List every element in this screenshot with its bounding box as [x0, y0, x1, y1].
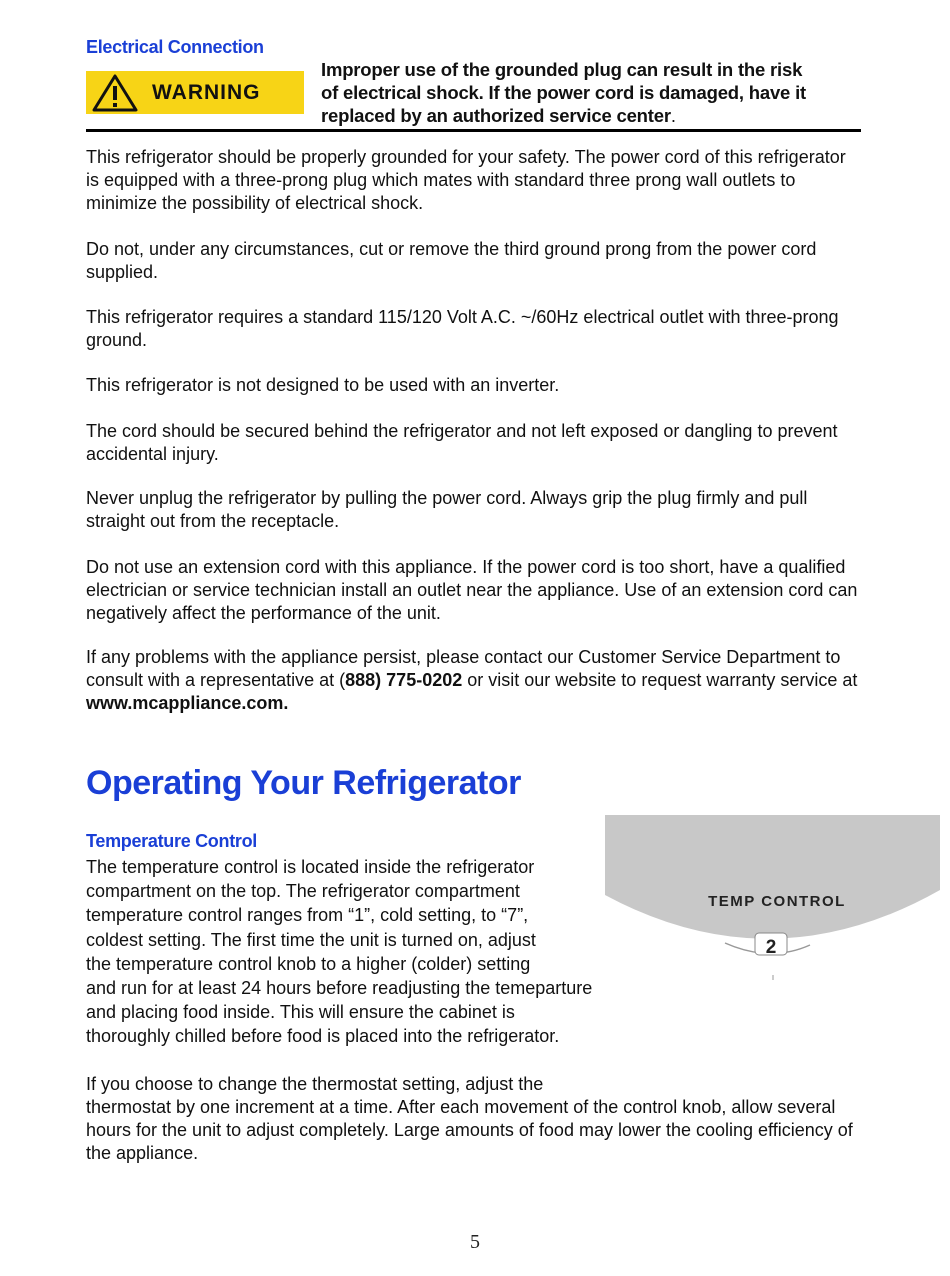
- paragraph-temperature-control: The temperature control is located inside the refrigerator compartment on the top. The refrigerator compartment temperature control ranges from “1”, cold setting, to “7”, coldest setting. The first time the unit is turned on, adjust the temperature control knob to a higher (colder) setting and run for at least 24 hours before readjusting the temeparture and placing food inside. This will ensure the cabinet is thoroughly chilled before food is placed into the refrigerator.: [86, 857, 593, 1047]
- paragraph-outlet-requirement: This refrigerator requires a standard 115/120 Volt A.C. ~/60Hz electrical outlet with three-prong ground.: [86, 307, 839, 350]
- paragraph-inverter: This refrigerator is not designed to be used with an inverter.: [86, 375, 560, 395]
- temp-control-dial-illustration: [605, 815, 940, 990]
- paragraph-cord-secure: The cord should be secured behind the refrigerator and not left exposed or dangling to prevent accidental injury.: [86, 421, 838, 464]
- paragraph-customer-service: If any problems with the appliance persist, please contact our Customer Service Department to consult with a representative at (888) 775-0202 or visit our website to request warranty service at www.mcappliance.com.: [86, 647, 858, 713]
- paragraph-thermostat-adjust: If you choose to change the thermostat setting, adjust the thermostat by one increment at a time. After each movement of the control knob, allow several hours for the unit to adjust completely. Large amounts of food may lower the cooling efficiency of the appliance.: [86, 1074, 853, 1163]
- section-heading-electrical-connection: Electrical Connection: [86, 37, 264, 57]
- paragraph-grounding: This refrigerator should be properly grounded for your safety. The power cord of this refrigerator is equipped with a three-prong plug which mates with standard three prong wall outlets to minimize the possibility of electrical shock.: [86, 147, 846, 213]
- section-heading-temperature-control: Temperature Control: [86, 831, 257, 851]
- warning-triangle-icon: [92, 74, 138, 112]
- divider-rule: [86, 129, 861, 132]
- dial-setting: 2: [765, 937, 777, 958]
- dial-label: TEMP CONTROL: [708, 893, 846, 910]
- website-link: www.mcappliance.com.: [86, 693, 289, 713]
- warning-label: WARNING: [152, 80, 261, 104]
- warning-badge: [86, 71, 304, 114]
- warning-message: Improper use of the grounded plug can result in the risk of electrical shock. If the power cord is damaged, have it replaced by an authorized service center.: [321, 59, 806, 126]
- paragraph-extension-cord: Do not use an extension cord with this appliance. If the power cord is too short, have a qualified electrician or service technician install an outlet near the appliance. Use of an extension cord can negatively affect the performance of the unit.: [86, 557, 858, 623]
- page-title-operating: Operating Your Refrigerator: [86, 764, 521, 802]
- page-number: 5: [470, 1231, 480, 1253]
- paragraph-ground-prong: Do not, under any circumstances, cut or remove the third ground prong from the power cord supplied.: [86, 239, 817, 282]
- phone-number: 888) 775-0202: [345, 670, 463, 690]
- paragraph-unplug: Never unplug the refrigerator by pulling the power cord. Always grip the plug firmly and pull straight out from the receptacle.: [86, 488, 808, 531]
